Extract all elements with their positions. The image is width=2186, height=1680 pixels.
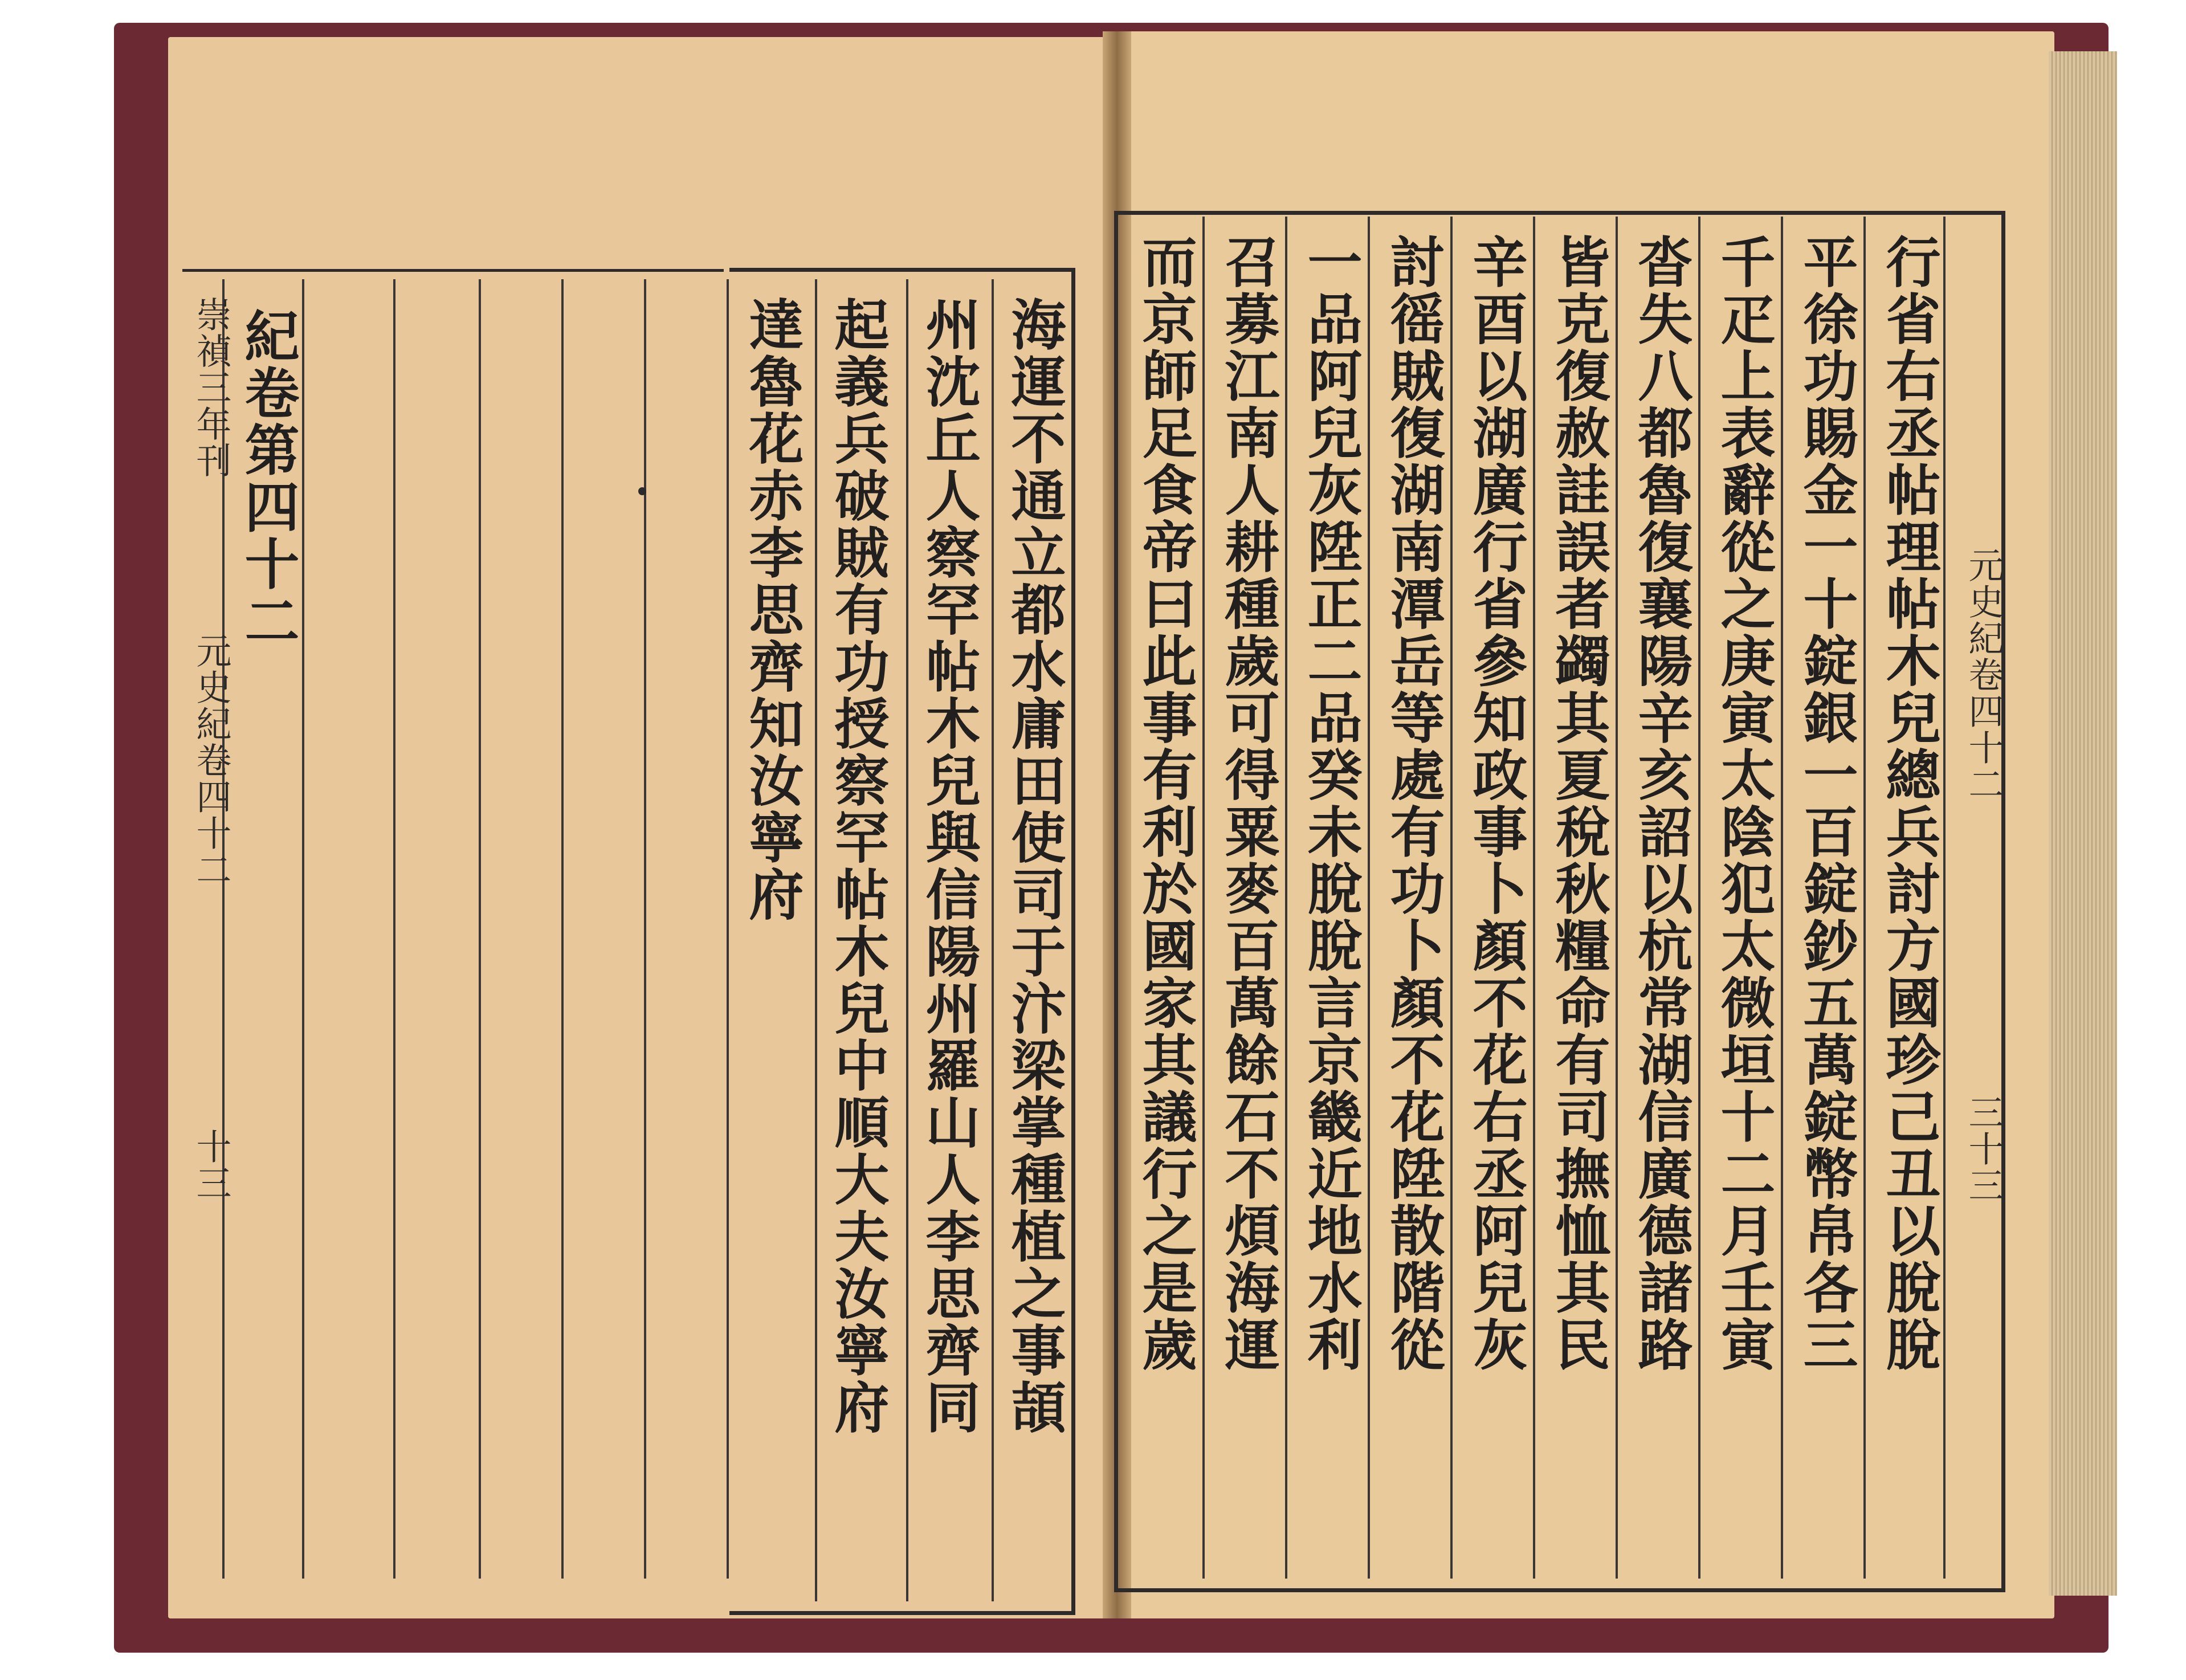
note-column-3: 起義兵破賊有功授察罕帖木兒中順大夫汝寧府 bbox=[826, 296, 890, 1436]
right-ruling-7 bbox=[1698, 217, 1700, 1579]
left-ruling-4 bbox=[479, 279, 481, 1579]
left-margin-juan: 元史紀卷四十二 bbox=[190, 633, 232, 888]
text-column-7: 討徭賊復湖南潭岳等處有功卜顏不花陞散階從 bbox=[1381, 234, 1446, 1373]
note-column-2: 州沈丘人察罕帖木兒與信陽州羅山人李思齊同 bbox=[917, 296, 981, 1436]
text-column-1: 行省右丞帖理帖木兒總兵討方國珍己丑以脫脫 bbox=[1877, 234, 1942, 1373]
left-ruling-9 bbox=[906, 279, 908, 1601]
right-ruling-8 bbox=[1781, 217, 1783, 1579]
left-margin-title: 崇禎三年刊 bbox=[190, 296, 232, 479]
text-column-4: 沓失八都魯復襄陽辛亥詔以杭常湖信廣德諸路 bbox=[1629, 234, 1694, 1373]
right-ruling-10 bbox=[1943, 217, 1946, 1579]
text-column-10: 而京師足食帝曰此事有利於國家其議行之是歲 bbox=[1133, 234, 1198, 1373]
note-column-4: 達魯花赤李思齊知汝寧府 bbox=[740, 296, 805, 923]
closing-line: 紀卷第四十二 bbox=[236, 308, 300, 650]
right-ruling-1 bbox=[1202, 217, 1205, 1579]
right-ruling-3 bbox=[1368, 217, 1370, 1579]
left-ruling-8 bbox=[815, 279, 817, 1601]
left-ruling-3 bbox=[393, 279, 395, 1579]
left-top-rule bbox=[182, 269, 724, 272]
left-margin-leaf: 十三 bbox=[190, 1128, 232, 1201]
left-ruling-5 bbox=[561, 279, 564, 1579]
right-margin-title: 元史紀卷四十二 bbox=[1963, 547, 2004, 802]
text-column-5: 皆克復赦詿誤者蠲其夏稅秋糧命有司撫恤其民 bbox=[1547, 234, 1611, 1373]
text-column-8: 一品阿兒灰陞正二品癸未脫脫言京畿近地水利 bbox=[1299, 234, 1363, 1373]
ink-dot bbox=[638, 487, 646, 495]
text-column-9: 召募江南人耕種歲可得粟麥百萬餘石不煩海運 bbox=[1216, 234, 1280, 1373]
note-column-1: 海運不通立都水庸田使司于汴梁掌種植之事頡 bbox=[1002, 296, 1067, 1436]
right-ruling-4 bbox=[1450, 217, 1453, 1579]
text-column-6: 辛酉以湖廣行省參知政事卜顏不花右丞阿兒灰 bbox=[1464, 234, 1528, 1373]
page-edges bbox=[2049, 51, 2117, 1596]
right-ruling-5 bbox=[1533, 217, 1535, 1579]
right-ruling-9 bbox=[1863, 217, 1866, 1579]
left-ruling-10 bbox=[992, 279, 994, 1601]
text-column-2: 平徐功賜金一十錠銀一百錠鈔五萬錠幣帛各三 bbox=[1795, 234, 1859, 1373]
left-ruling-7 bbox=[727, 279, 729, 1579]
right-ruling-6 bbox=[1616, 217, 1618, 1579]
left-ruling-2 bbox=[302, 279, 304, 1579]
right-margin-leaf: 三十三 bbox=[1963, 1094, 2004, 1204]
left-ruling-6 bbox=[644, 279, 646, 1579]
right-ruling-2 bbox=[1285, 217, 1287, 1579]
text-column-3: 千疋上表辭從之庚寅太陰犯太微垣十二月壬寅 bbox=[1712, 234, 1776, 1373]
